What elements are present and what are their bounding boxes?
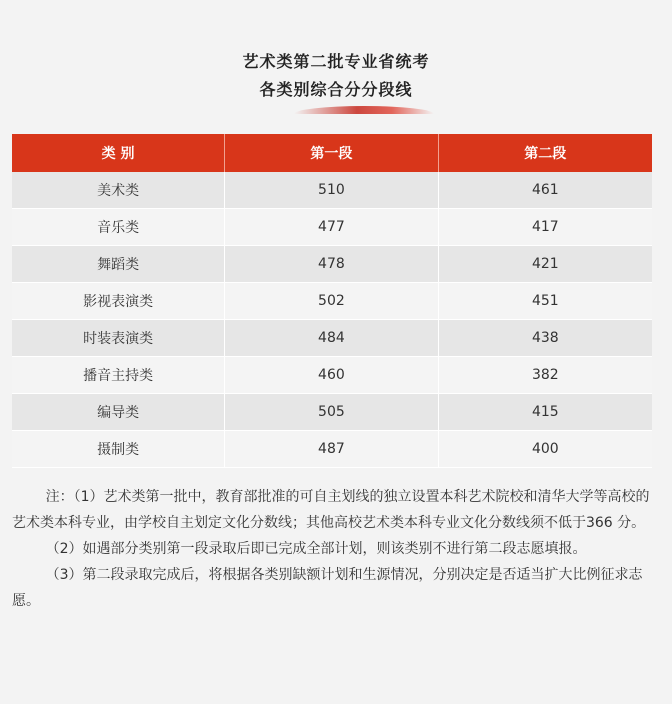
header-second-segment: 第二段 [439,134,652,172]
row-second-segment: 415 [439,394,652,431]
row-first-segment: 487 [225,431,438,468]
row-category: 编导类 [12,394,225,431]
title-decoration [294,106,434,114]
table-row [12,172,652,209]
table-row [12,431,652,468]
row-first-segment: 502 [225,283,438,320]
table-row [12,246,652,283]
row-first-segment: 477 [225,209,438,246]
row-category: 摄制类 [12,431,225,468]
notes-section [12,484,652,614]
row-second-segment: 421 [439,246,652,283]
row-category: 美术类 [12,172,225,209]
table-row [12,283,652,320]
note-paragraph-2: （2）如遇部分类别第一段录取后即已完成全部计划，则该类别不进行第二段志愿填报。 [45,541,587,557]
row-category: 影视表演类 [12,283,225,320]
row-category: 时装表演类 [12,320,225,357]
row-category: 舞蹈类 [12,246,225,283]
row-first-segment: 484 [225,320,438,357]
row-second-segment: 400 [439,431,652,468]
row-category: 播音主持类 [12,357,225,394]
row-second-segment: 451 [439,283,652,320]
row-second-segment: 438 [439,320,652,357]
note-paragraph-3: （3）第二段录取完成后，将根据各类别缺额计划和生源情况，分别决定是否适当扩大比例征求志愿。 [12,567,643,609]
row-first-segment: 478 [225,246,438,283]
title-block [0,48,672,104]
score-table [12,134,652,468]
header-category: 类 别 [12,134,225,172]
table-row [12,357,652,394]
row-first-segment: 460 [225,357,438,394]
table-row [12,320,652,357]
header-first-segment: 第一段 [225,134,438,172]
row-second-segment: 461 [439,172,652,209]
title-line-2: 各类别综合分分段线 [259,80,413,99]
table-row [12,394,652,431]
title-line-1: 艺术类第二批专业省统考 [242,52,430,71]
table-row [12,209,652,246]
row-second-segment: 417 [439,209,652,246]
row-second-segment: 382 [439,357,652,394]
table-header-row [12,134,652,172]
row-category: 音乐类 [12,209,225,246]
note-paragraph-1: 注：（1）艺术类第一批中，教育部批准的可自主划线的独立设置本科艺术院校和清华大学等高校的艺术类本科专业，由学校自主划定文化分数线；其他高校艺术类本科专业文化分数线须不低于366 分。 [12,489,650,531]
row-first-segment: 510 [225,172,438,209]
row-first-segment: 505 [225,394,438,431]
